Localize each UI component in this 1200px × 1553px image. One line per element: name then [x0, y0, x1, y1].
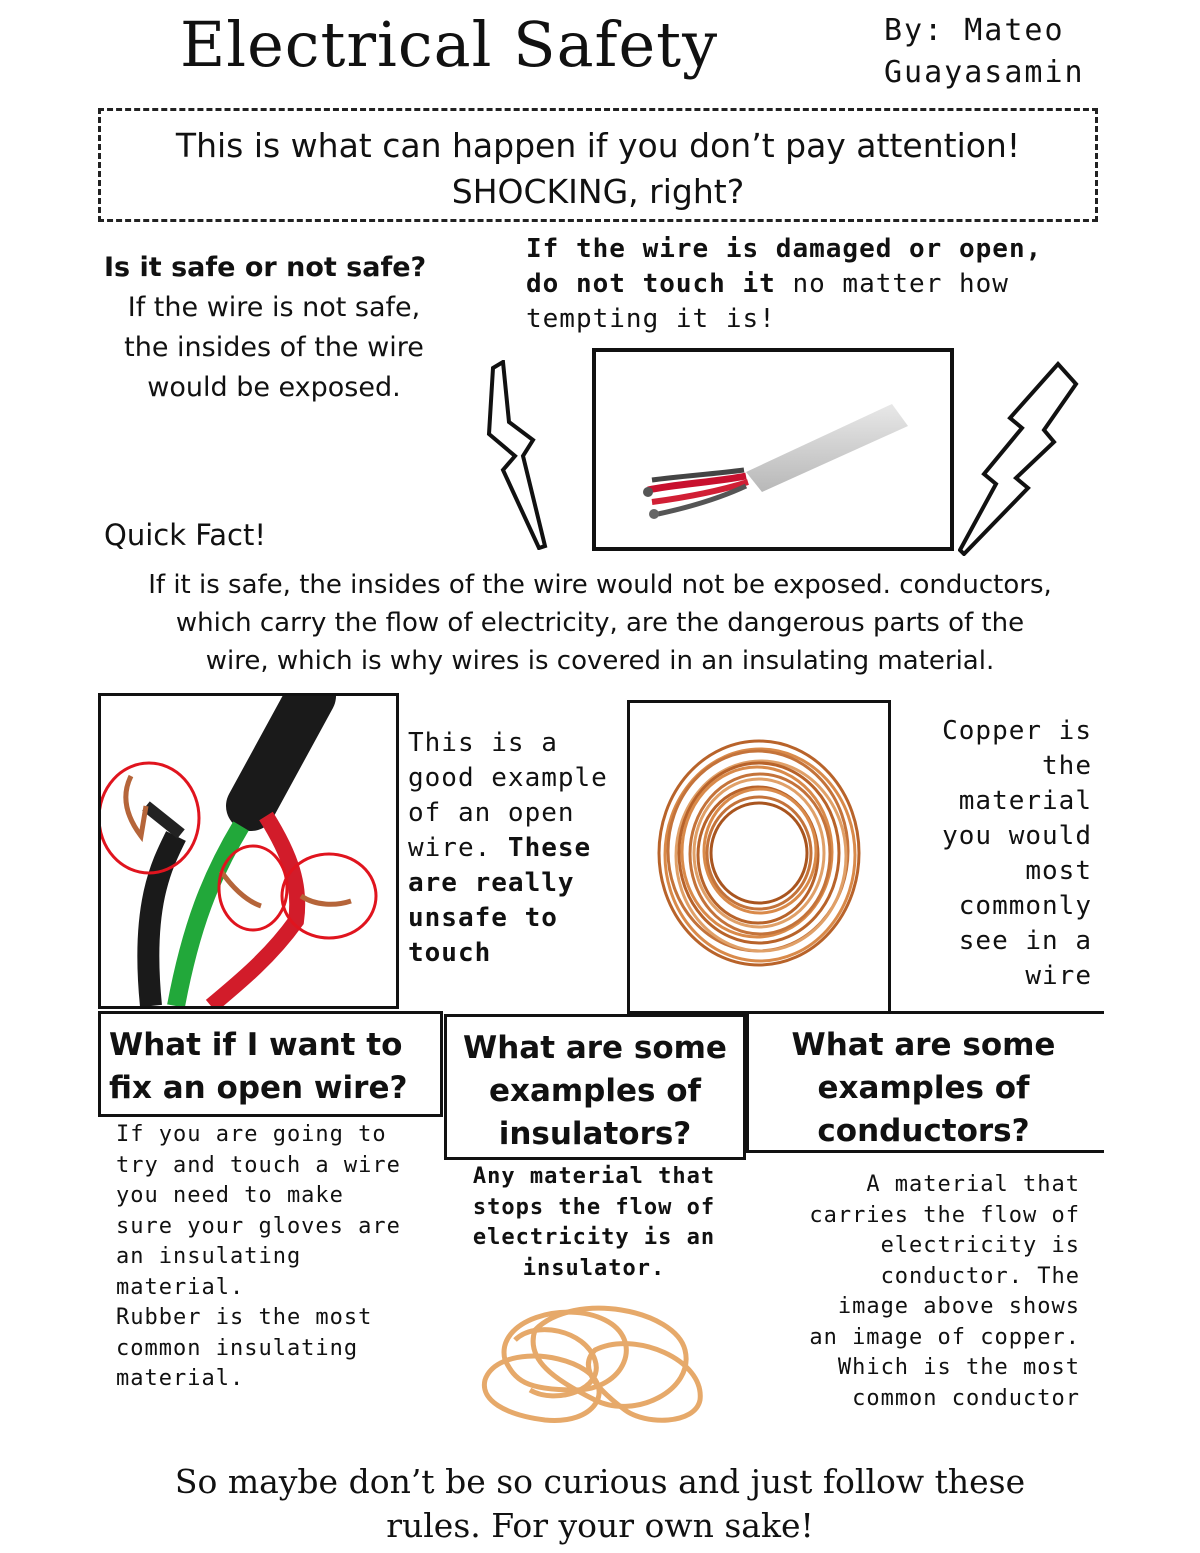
insulators-text-4: insulator. [522, 1255, 666, 1281]
copper-caption-2: the [1042, 751, 1092, 781]
page-title: Electrical Safety [180, 8, 719, 81]
conductors-text-3: electricity is [880, 1233, 1080, 1258]
conductors-text-8: common conductor [852, 1385, 1080, 1411]
insulators-text-2: stops the flow of [472, 1194, 716, 1220]
conductors-text-5: image above shows [837, 1294, 1080, 1319]
fix-text-3: you need to make [116, 1183, 344, 1208]
conductors-text-4: conductor. The [880, 1263, 1080, 1289]
warning-rest-2: no matter how [775, 269, 1009, 299]
open-wire-caption-1: This is a [408, 728, 558, 758]
open-wire-caption-2: good example [408, 763, 608, 793]
open-wire-caption-4a: wire. [408, 833, 492, 863]
insulators-heading-box [444, 1014, 746, 1160]
open-wire-caption-6: unsafe to [408, 903, 558, 933]
open-wire-caption-3: of an open [408, 798, 575, 828]
copper-caption-4: you would [942, 821, 1092, 851]
insulators-text-1: Any material that [472, 1164, 716, 1189]
banner-line-1: This is what can happen if you don’t pay attention! [175, 126, 1021, 165]
copper-caption-3: material [958, 786, 1092, 816]
open-wire-image [98, 693, 399, 1009]
fix-text-5: an insulating [116, 1244, 302, 1269]
fix-open-wire-text [116, 1120, 401, 1395]
safe-section [104, 248, 444, 408]
quick-fact-line-3: wire, which is why wires is covered in an insulating material. [205, 646, 995, 676]
banner-line-2: SHOCKING, right? [451, 172, 745, 211]
copper-caption-8: wire [1025, 961, 1092, 991]
attention-banner [98, 108, 1098, 222]
safe-text-3: would be exposed. [147, 372, 401, 403]
quick-fact-line-1: If it is safe, the insides of the wire would not be exposed. conductors, [148, 570, 1052, 600]
author-byline [884, 10, 1085, 94]
warning-line-1: If the wire is damaged or open, [526, 234, 1043, 264]
copper-caption-7: see in a [958, 926, 1092, 956]
lightning-bolt-left-icon [475, 360, 555, 550]
open-wire-caption-7: touch [408, 938, 492, 968]
copper-coil-image [627, 700, 891, 1014]
conductors-text-2: carries the flow of [809, 1202, 1080, 1228]
fix-text-2: try and touch a wire [116, 1152, 401, 1178]
fix-heading-line-1: What if I want to [109, 1027, 403, 1063]
conductors-text [760, 1170, 1080, 1414]
insulators-text [446, 1162, 742, 1284]
fix-text-6: material. [116, 1274, 245, 1300]
open-wire-caption-4 [408, 831, 608, 866]
insulators-heading-line-2: examples of [488, 1073, 702, 1109]
open-wire-illustration-icon [101, 696, 396, 1006]
rubber-bands-image [475, 1290, 715, 1430]
closing-line-2: rules. For your own sake! [386, 1506, 814, 1545]
fix-text-4: sure your gloves are [116, 1213, 401, 1239]
warning-line-2 [526, 267, 1042, 302]
conductors-heading-box [746, 1011, 1104, 1153]
fix-heading-line-2: fix an open wire? [109, 1070, 408, 1106]
damaged-wire-image [592, 348, 954, 551]
fix-text-1: If you are going to [116, 1122, 387, 1147]
safe-text-1: If the wire is not safe, [127, 292, 421, 323]
conductors-heading-line-1: What are some [791, 1027, 1056, 1063]
conductors-text-6: an image of copper. [809, 1324, 1080, 1350]
fix-open-wire-heading-box [98, 1011, 443, 1117]
fix-text-9: material. [116, 1366, 245, 1391]
insulators-text-3: electricity is an [472, 1225, 716, 1250]
copper-caption-5: most [1025, 856, 1092, 886]
copper-coil-illustration-icon [630, 703, 888, 1011]
warning-line-3: tempting it is! [526, 304, 776, 334]
fix-text-7: Rubber is the most [116, 1305, 373, 1330]
open-wire-caption [408, 726, 608, 971]
insulators-heading-line-3: insulators? [498, 1116, 692, 1152]
warning-text [526, 232, 1042, 337]
open-wire-caption-5: are really [408, 868, 575, 898]
safe-text-2: the insides of the wire [124, 332, 424, 363]
wire-illustration-icon [596, 352, 950, 547]
insulators-heading-line-1: What are some [463, 1030, 727, 1066]
conductors-text-7: Which is the most [837, 1355, 1080, 1380]
safe-heading: Is it safe or not safe? [104, 252, 427, 283]
conductors-text-1: A material that [866, 1172, 1080, 1197]
quick-fact-text [60, 566, 1140, 680]
copper-caption [900, 714, 1092, 994]
quick-fact-line-2: which carry the flow of electricity, are the dangerous parts of the [175, 608, 1025, 638]
author-line-2: Guayasamin [884, 55, 1085, 90]
copper-caption-1: Copper is [942, 716, 1092, 746]
quick-fact-label: Quick Fact! [104, 518, 266, 552]
closing-message [40, 1460, 1160, 1548]
copper-caption-6: commonly [958, 891, 1092, 921]
open-wire-caption-4b: These [491, 833, 592, 863]
fix-text-8: common insulating [116, 1335, 359, 1361]
lightning-bolt-right-icon [958, 360, 1082, 556]
warning-bold-2: do not touch it [526, 269, 776, 299]
conductors-heading-line-3: conductors? [817, 1113, 1030, 1149]
conductors-heading-line-2: examples of [817, 1070, 1030, 1106]
closing-line-1: So maybe don’t be so curious and just follow these [174, 1462, 1026, 1501]
author-line-1: By: Mateo [884, 13, 1065, 48]
